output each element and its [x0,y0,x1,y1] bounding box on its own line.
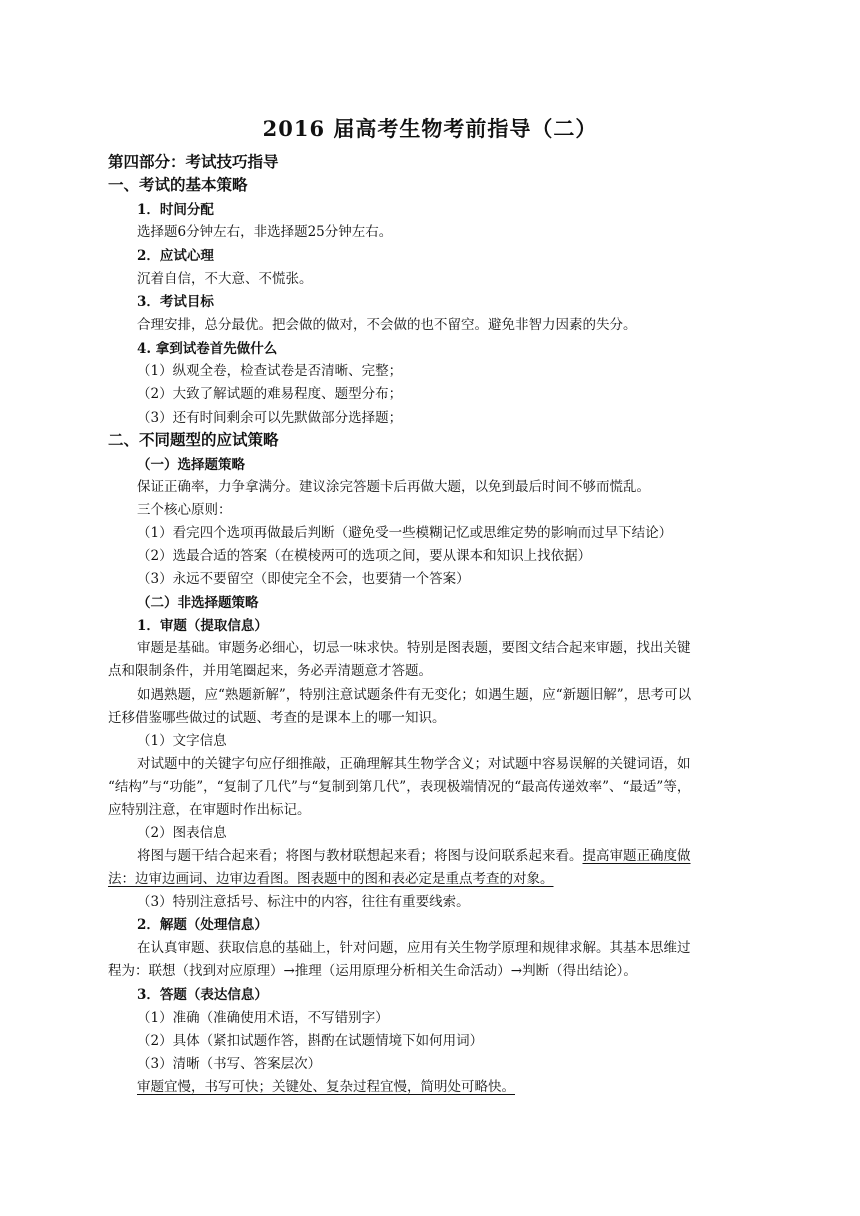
paragraph: 应特别注意，在审题时作出标记。 [108,802,311,818]
underlined-emphasis: 提高审题正确度做 [582,848,691,864]
paragraph: 选择题6分钟左右，非选择题25分钟左右。 [137,224,393,240]
paragraph: 如遇熟题，应“熟题新解”，特别注意试题条件有无变化；如遇生题，应“新题旧解”，思考可以 [137,687,692,703]
list-item: （1）准确（准确使用术语，不写错别字） [137,1010,389,1026]
list-item: （1）纵观全卷，检查试卷是否清晰、完整； [137,363,403,379]
paragraph: 三个核心原则： [137,502,232,518]
part-heading: 第四部分：考试技巧指导 [108,152,279,171]
paragraph-plain: 将图与题干结合起来看；将图与教材联想起来看；将图与设问联系起来看。 [137,848,583,864]
subheading-mindset: 2．应试心理 [137,248,214,264]
paragraph: 迁移借鉴哪些做过的试题、考查的是课本上的哪一知识。 [108,710,446,726]
list-item: （3）特别注意括号、标注中的内容，往往有重要线索。 [137,894,470,910]
list-item: （2）大致了解试题的难易程度、题型分布； [137,386,403,402]
subheading-goal: 3．考试目标 [137,294,214,310]
subheading-answer: 3．答题（表达信息） [137,987,268,1003]
subheading-solve: 2．解题（处理信息） [137,917,268,933]
paragraph: 沉着自信，不大意、不慌张。 [137,271,313,287]
section-heading-basic-strategy: 一、考试的基本策略 [108,175,248,194]
subheading-read-question: 1．审题（提取信息） [137,618,268,634]
list-item: （3）永远不要留空（即使完全不会，也要猜一个答案） [137,571,470,587]
list-item: （2）图表信息 [137,825,227,841]
section-heading-question-types: 二、不同题型的应试策略 [108,430,279,449]
underlined-emphasis: 审题宜慢，书写可快；关键处、复杂过程宜慢，简明处可略快。 [137,1079,515,1095]
paragraph: 在认真审题、获取信息的基础上，针对问题，应用有关生物学原理和规律求解。其基本思维过 [137,940,691,956]
list-item: （2）选最合适的答案（在模棱两可的选项之间，要从课本和知识上找依据） [137,548,592,564]
paragraph: “结构”与“功能”，“复制了几代”与“复制到第几代”，表现极端情况的“最高传递效率”、“最适”等， [108,779,691,795]
subheading-non-choice: （二）非选择题策略 [137,595,259,611]
list-item: （2）具体（紧扣试题作答，斟酌在试题情境下如何用词） [137,1033,484,1049]
list-item: （1）看完四个选项再做最后判断（避免受一些模糊记忆或思维定势的影响而过早下结论） [137,525,673,541]
underlined-emphasis: 法：边审边画词、边审边看图。图表题中的图和表必定是重点考查的对象。 [108,871,554,887]
paragraph [137,846,691,866]
paragraph: 审题是基础。审题务必细心，切忌一味求快。特别是图表题，要图文结合起来审题，找出关键 [137,640,691,656]
paragraph: 合理安排，总分最优。把会做的做对，不会做的也不留空。避免非智力因素的失分。 [137,317,637,333]
document-title: 2016 届高考生物考前指导（二） [262,116,598,141]
paragraph: 程为：联想（找到对应原理）→推理（运用原理分析相关生命活动）→判断（得出结论）。 [108,963,637,979]
paragraph: 对试题中的关键字句应仔细推敲，正确理解其生物学含义；对试题中容易误解的关键词语，如 [137,756,691,772]
subheading-time: 1．时间分配 [137,202,214,218]
subheading-multiple-choice: （一）选择题策略 [137,457,245,473]
subheading-first-step: 4. 拿到试卷首先做什么 [137,341,278,357]
paragraph: 保证正确率，力争拿满分。建议涂完答题卡后再做大题，以免到最后时间不够而慌乱。 [137,479,650,495]
list-item: （1）文字信息 [137,733,227,749]
list-item: （3）还有时间剩余可以先默做部分选择题； [137,410,403,426]
paragraph: 点和限制条件，并用笔圈起来，务必弄清题意才答题。 [108,663,432,679]
list-item: （3）清晰（书写、答案层次） [137,1056,322,1072]
